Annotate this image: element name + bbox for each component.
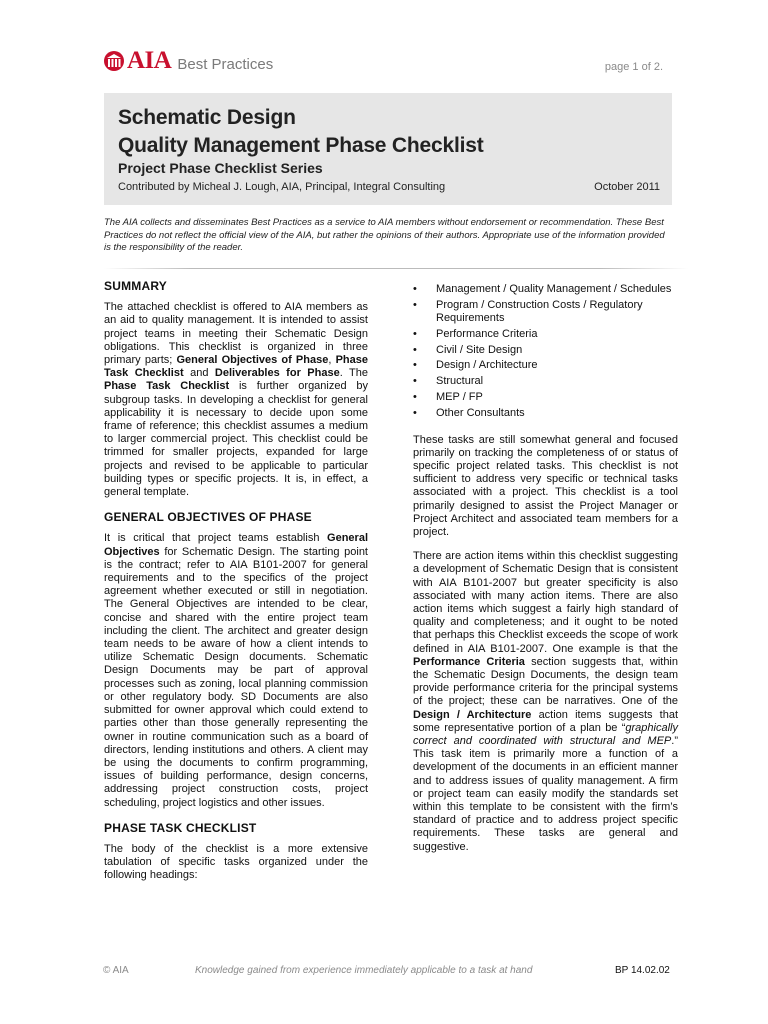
spacer <box>413 539 678 550</box>
objectives-heading: GENERAL OBJECTIVES OF PHASE <box>104 510 312 525</box>
page-header <box>103 44 663 78</box>
aia-logo <box>103 48 273 74</box>
list-item-text: MEP / FP <box>436 390 483 403</box>
title-line-1: Schematic Design <box>118 106 296 129</box>
list-item <box>413 328 678 341</box>
list-item-text: Management / Quality Management / Schedules <box>436 283 672 295</box>
text-run: and <box>183 367 215 380</box>
bullet-icon: • <box>413 375 417 388</box>
publication-date: October 2011 <box>594 181 660 193</box>
bold-term: Phase Task Checklist <box>104 354 368 380</box>
bullet-icon: • <box>413 327 417 340</box>
summary-heading: SUMMARY <box>104 279 167 293</box>
list-item-text: Program / Construction Costs / Regulatory Requirements <box>436 298 643 324</box>
bold-term: Deliverables for Phase <box>214 367 340 380</box>
text-run: The attached checklist is offered to AIA members as an aid to quality management. It is intended to assist project teams in meeting their Schematic Design obligations. This checklist is organized in three primary parts; <box>104 301 368 367</box>
copyright: © AIA <box>103 965 129 976</box>
list-item <box>413 407 678 420</box>
left-column <box>104 280 368 883</box>
phase-task-heading: PHASE TASK CHECKLIST <box>104 820 257 835</box>
series-subtitle: Project Phase Checklist Series <box>118 160 323 176</box>
list-item-text: Structural <box>436 375 484 388</box>
contributor-line: Contributed by Micheal J. Lough, AIA, Principal, Integral Consulting <box>118 181 446 193</box>
document-id: BP 14.02.02 <box>615 965 670 976</box>
italic-quote: graphically correct and coordinated with structural and MEP <box>413 721 678 748</box>
page-footer <box>0 965 768 979</box>
list-item-text: Other Consultants <box>436 406 525 419</box>
logo-subtitle: Best Practices <box>177 55 274 73</box>
text-run: . The <box>339 367 368 380</box>
list-item <box>413 283 678 296</box>
disclaimer: The AIA collects and disseminates Best Practices as a service to AIA members without endorsement or recommendation. These Best Practices do not reflect the official view of the AIA, but rather the opinions of their authors. Appropriate use of the information provided is the responsibility of the reader. <box>104 217 665 253</box>
title-line-2: Quality Management Phase Checklist <box>118 134 484 157</box>
text-run: There are action items within this checklist suggesting a development of Schematic Design that is consistent with AIA B101-2007 but greater specificity is also associated with many action items. There are also action items which suggest a fairly high standard of quality and completeness; and it ought to be noted that perhaps this Checklist exceeds the scope of work defined in AIA B101-2007. One example is that the <box>413 550 678 655</box>
list-item <box>413 359 678 372</box>
text-run: It is critical that project teams establish <box>104 532 328 545</box>
list-item <box>413 375 678 388</box>
text-run: .” This task item is primarily more a function of a development of the documents in an efficient manner and to address issues of quality management. A firm or project team can easily modify the standards set within this template to be consistent with the firm’s standard of practice and to address project specific requirements. These tasks are general and suggestive. <box>413 735 678 853</box>
list-item <box>413 344 678 357</box>
text-run: for Schematic Design. The starting point is the contract; refer to AIA B101-2007 for general requirements and to the specifics of the project agreement whether executed or still in negotiation. The General Objectives are intended to be clear, concise and shared with the entire project team including the client. The architect and greater design team needs to be aware of how a client intends to utilize Schematic Design documents. Schematic Design Documents may be part of approval processes such as zoning, local planning commission or other regulatory body. SD Documents are also submitted for owner approval which could extend to parties other than those generally representing the owner in routine communication such as a board of directors, lending institutions and others. A client may be using the documents to confirm programming, issues of building performance, design concerns, addressing project construction costs, project scheduling, project logistics and other issues. <box>104 545 368 809</box>
bold-term: Design / Architecture <box>413 708 532 721</box>
summary-paragraph <box>104 301 368 499</box>
list-item <box>413 391 678 404</box>
bold-term: General Objectives of Phase <box>176 354 329 367</box>
list-item-text: Design / Architecture <box>436 359 538 372</box>
right-column <box>413 283 678 854</box>
page-indicator: page 1 of 2. <box>604 61 663 73</box>
headings-list <box>413 283 678 420</box>
action-items-paragraph <box>413 550 678 854</box>
text-run: action items suggests that some representative portion of a plan be “ <box>413 708 679 734</box>
list-item-text: Civil / Site Design <box>436 343 523 356</box>
title-box <box>104 93 672 205</box>
text-run: , <box>328 354 336 367</box>
tasks-paragraph: These tasks are still somewhat general and focused primarily on tracking the completeness of or status of specific project related tasks. This checklist is not sufficient to address very specific or technical tasks associated with a project. This checklist is a tool primarily designed to assist the Project Manager or Project Architect and associated team members for a project. <box>413 433 678 538</box>
aia-seal-icon <box>103 50 125 72</box>
bullet-icon: • <box>413 390 417 403</box>
bullet-icon: • <box>413 298 417 311</box>
bullet-icon: • <box>413 343 417 356</box>
divider <box>104 268 688 269</box>
bullet-icon: • <box>413 406 417 419</box>
phase-task-paragraph: The body of the checklist is a more extensive tabulation of specific tasks organized under the following headings: <box>104 842 368 882</box>
bold-term: Performance Criteria <box>413 655 525 668</box>
bold-term: General Objectives <box>104 532 368 558</box>
spacer <box>413 423 678 434</box>
footer-tagline: Knowledge gained from experience immediately applicable to a task at hand <box>195 965 533 976</box>
logo-wordmark: AIA <box>127 47 172 74</box>
bold-term: Phase Task Checklist <box>104 380 230 393</box>
list-item-text: Performance Criteria <box>436 327 538 340</box>
bullet-icon: • <box>413 283 417 295</box>
objectives-paragraph <box>104 532 368 809</box>
text-run: section suggests that, within the Schematic Design Documents, the design team provide performance criteria for the principal systems of the project; these can be narratives. One of the <box>413 655 678 708</box>
text-run: is further organized by subgroup tasks. In developing a checklist for general applicability it is necessary to decide upon some frame of reference; this checklist assumes a medium to larger commercial project. This checklist could be trimmed for smaller projects, expanded for large projects and revised to be applicable to particular building types or specific projects. It is, in effect, a general template. <box>104 380 369 499</box>
bullet-icon: • <box>413 359 417 372</box>
list-item <box>413 299 678 325</box>
